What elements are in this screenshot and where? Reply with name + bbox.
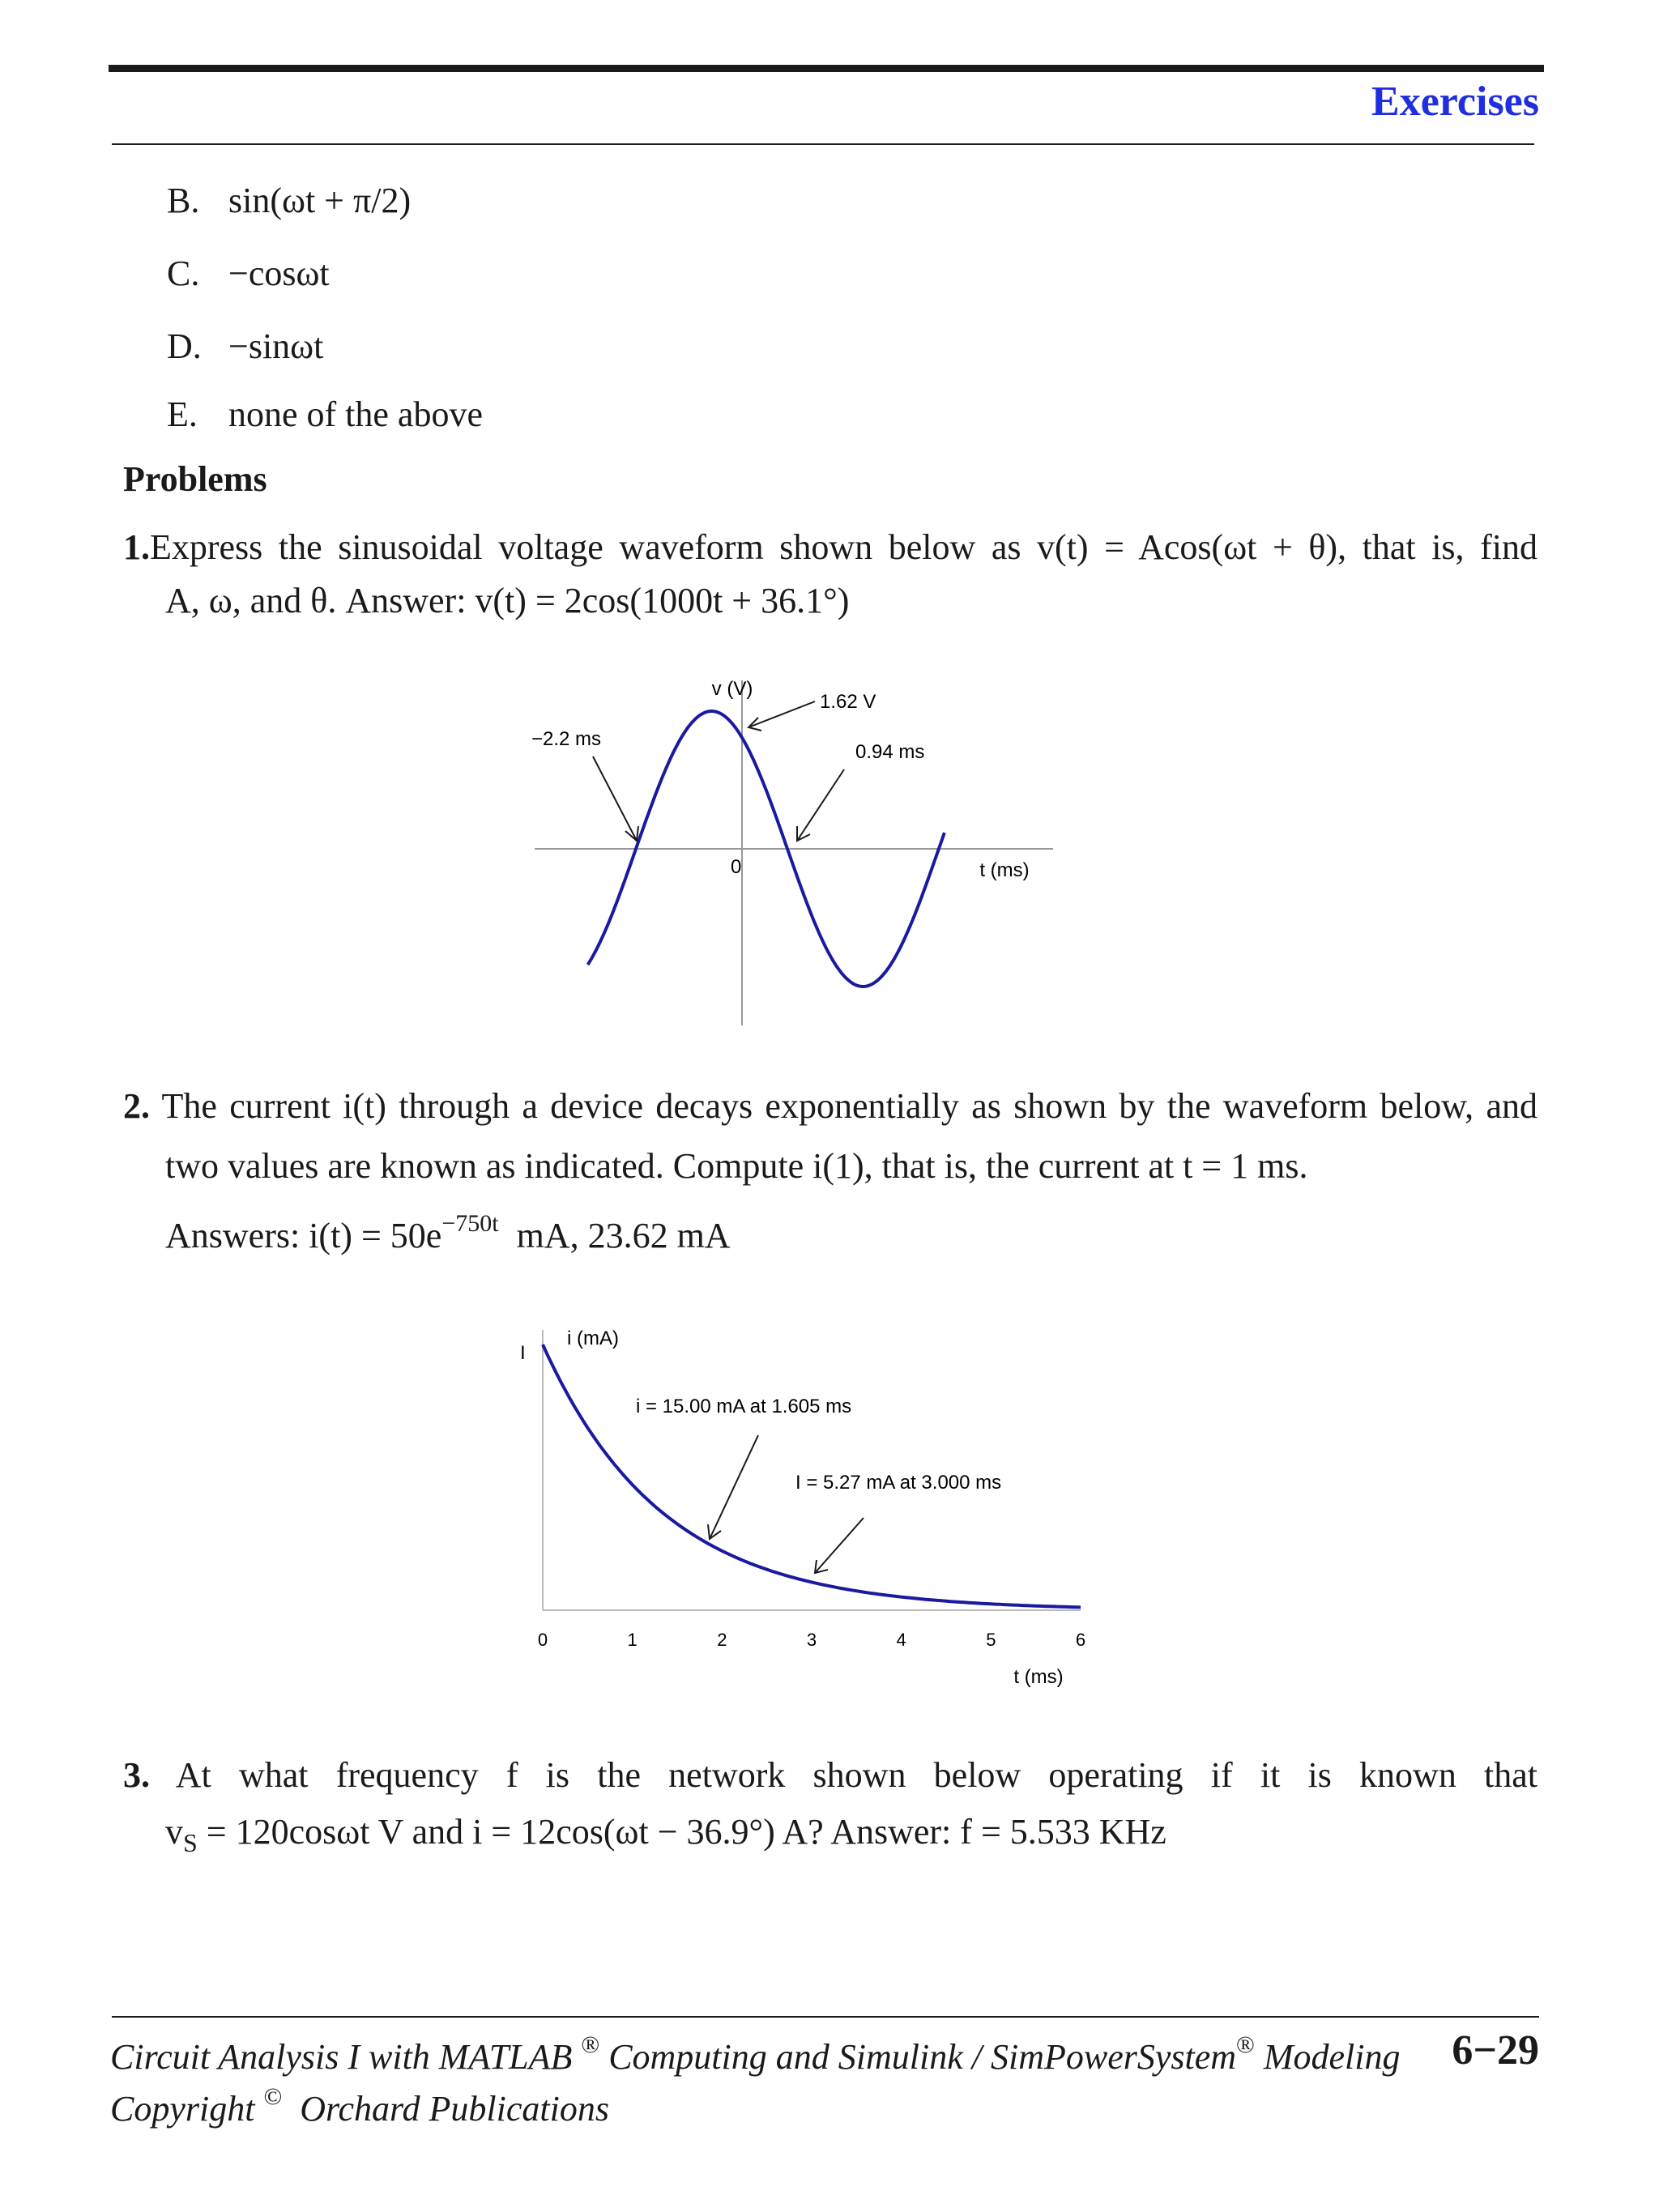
right-zero-annotation: 0.94 ms — [855, 741, 925, 763]
peak-arrow — [748, 701, 815, 727]
problem-2-line-1 — [123, 1085, 1537, 1127]
problem-number: 3. — [123, 1755, 150, 1795]
problem-text: Express the sinusoidal voltage waveform shown below as v(t) = Acos(ωt + θ), that is, find — [150, 527, 1537, 567]
annotation-2: I = 5.27 mA at 3.000 ms — [795, 1472, 1002, 1494]
decay-chart — [502, 1312, 1102, 1701]
problem-number: 1. — [123, 527, 150, 567]
problem-2-line-2: two values are known as indicated. Compute i(1), that is, the current at t = 1 ms. — [165, 1146, 1308, 1186]
sinusoid-figure — [518, 672, 1069, 1037]
x-tick-labels — [538, 1630, 1085, 1650]
left-zero-arrow — [593, 757, 637, 841]
vs-symbol: v — [165, 1812, 183, 1852]
copyright-word: Copyright — [110, 2089, 255, 2129]
footer-copyright — [110, 2083, 609, 2129]
problem-1-line-2: A, ω, and θ. Answer: v(t) = 2cos(1000t + 36.1°) — [165, 581, 850, 620]
section-title: Exercises — [1371, 79, 1539, 125]
option-text: −cosωt — [228, 254, 330, 293]
x-tick-label: 1 — [627, 1630, 638, 1650]
annotation-1-arrow — [710, 1435, 758, 1539]
left-zero-arrowhead — [625, 826, 638, 841]
vs-subscript: S — [183, 1828, 198, 1857]
x-tick-label: 4 — [896, 1630, 906, 1650]
problem-3-line-2 — [165, 1811, 1166, 1858]
problem-1-line-1 — [123, 526, 1537, 568]
x-axis-label: t (ms) — [979, 859, 1030, 881]
option-text: sin(ωt + π/2) — [228, 181, 412, 220]
option-text: none of the above — [228, 394, 483, 434]
copyright-mark: © — [263, 2083, 283, 2110]
page-number: 6−29 — [1452, 2027, 1539, 2073]
option-b — [167, 180, 411, 221]
x-tick-label: 0 — [537, 1630, 548, 1650]
problem-number: 2. — [123, 1086, 150, 1126]
footer-title-part-2: Computing and Simulink / SimPowerSystem — [608, 2037, 1237, 2077]
peak-annotation: 1.62 V — [820, 691, 876, 713]
x-tick-label: 3 — [806, 1630, 817, 1650]
annotation-2-arrow — [815, 1518, 864, 1573]
option-d — [167, 326, 323, 367]
option-letter: B. — [167, 181, 200, 220]
x-tick-label: 5 — [986, 1630, 996, 1650]
header-top-rule — [109, 65, 1544, 72]
publisher-name: Orchard Publications — [300, 2089, 609, 2129]
right-zero-arrow — [797, 769, 844, 841]
problem-text: The current i(t) through a device decays exponentially as shown by the waveform below, and — [161, 1086, 1537, 1126]
chart-x-label: t (ms) — [1013, 1666, 1064, 1688]
option-text: −sinωt — [228, 326, 324, 366]
option-letter: C. — [167, 254, 200, 293]
annotation-arrows — [593, 701, 844, 841]
footer-title-part-3: Modeling — [1263, 2037, 1401, 2077]
problem-2-answer — [165, 1210, 731, 1256]
problem-text: At what frequency f is the network shown below operating if it is known that — [175, 1755, 1537, 1795]
annotation-1-arrowhead — [708, 1524, 721, 1539]
origin-label: 0 — [731, 856, 742, 878]
x-tick-label: 2 — [717, 1630, 727, 1650]
option-e — [167, 394, 483, 435]
problems-heading: Problems — [123, 459, 267, 499]
corner-mark: I — [520, 1342, 526, 1364]
chart-annotation-arrows — [708, 1435, 864, 1573]
answer-exponent: −750t — [441, 1210, 499, 1237]
option-letter: E. — [167, 394, 198, 434]
option-c — [167, 253, 330, 294]
chart-y-label: i (mA) — [567, 1328, 619, 1349]
annotation-1: i = 15.00 mA at 1.605 ms — [636, 1396, 852, 1417]
footer-title-part-1: Circuit Analysis I with MATLAB — [110, 2037, 573, 2077]
footer-book-title — [110, 2031, 1400, 2078]
footer-rule — [112, 2016, 1539, 2018]
registered-mark: ® — [581, 2031, 600, 2058]
y-axis-label: v (V) — [711, 678, 753, 700]
left-zero-annotation: −2.2 ms — [531, 728, 602, 750]
answer-prefix: Answers: i(t) = 50e — [165, 1216, 442, 1255]
x-tick-label: 6 — [1075, 1630, 1086, 1650]
problem-3-statement: = 120cosωt V and i = 12cos(ωt − 36.9°) A? Answer: f = 5.533 KHz — [197, 1812, 1166, 1852]
answer-suffix: mA, 23.62 mA — [516, 1216, 731, 1255]
registered-mark: ® — [1236, 2031, 1255, 2058]
header-bottom-rule — [112, 143, 1534, 145]
problem-3-line-1 — [123, 1754, 1537, 1796]
option-letter: D. — [167, 326, 202, 366]
